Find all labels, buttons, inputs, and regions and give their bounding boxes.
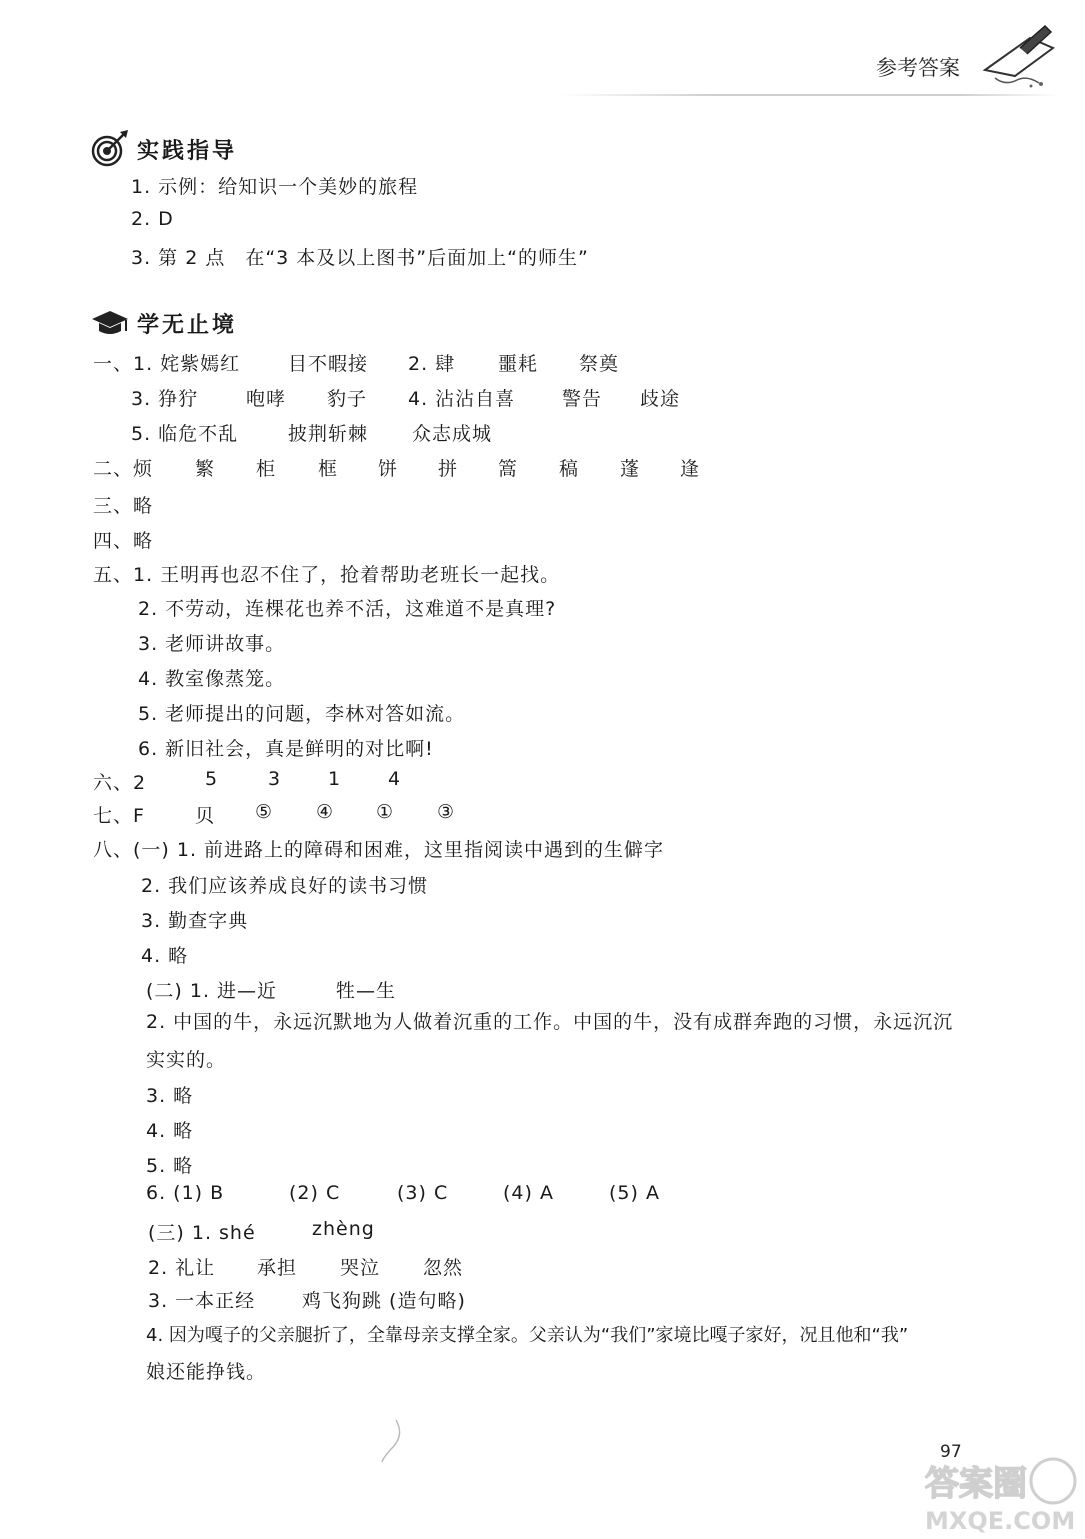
answer-item: 4 [388, 768, 402, 790]
answer-line: 三、略 [93, 495, 154, 517]
answer-item: 拼 [438, 458, 459, 480]
section-title-practice: 实践指导 [137, 139, 238, 164]
answer-item: zhèng [312, 1218, 375, 1240]
answer-line: 4. 略 [146, 1120, 194, 1142]
answer-item: 贝 [195, 805, 216, 827]
watermark-url: MXQE.COM [925, 1507, 1076, 1535]
answer-item: 承担 [257, 1257, 298, 1279]
answer-item: (4) A [503, 1182, 554, 1204]
answer-item: 噩耗 [498, 353, 539, 375]
answer-item: 繁 [195, 458, 216, 480]
answer-line: 1. 示例：给知识一个美妙的旅程 [131, 176, 419, 198]
answer-item: 1 [328, 768, 342, 790]
answer-line: 3. 略 [146, 1085, 194, 1107]
answer-line: 2. 不劳动，连棵花也养不活，这难道不是真理? [138, 598, 557, 620]
answer-item: 2. 肆 [408, 353, 456, 375]
answer-item: 一、1. 姹紫嫣红 [93, 353, 241, 375]
answer-line: 2. 我们应该养成良好的读书习惯 [141, 875, 429, 897]
answer-item: (3) C [397, 1182, 449, 1204]
answer-item: ④ [316, 801, 335, 823]
answer-item: 祭奠 [579, 353, 620, 375]
answer-item: 二、烦 [93, 458, 154, 480]
answer-item: 6. (1) B [146, 1182, 225, 1204]
answer-item: 5. 临危不乱 [131, 423, 239, 445]
answer-item: ③ [437, 801, 456, 823]
answer-item: 稿 [559, 458, 580, 480]
page-number: 97 [940, 1442, 962, 1462]
answer-item: 目不暇接 [288, 353, 369, 375]
answer-item: 哭泣 [340, 1257, 381, 1279]
answer-line: 6. 新旧社会，真是鲜明的对比啊! [138, 738, 434, 760]
answer-line: 4. 因为嘎子的父亲腿折了，全靠母亲支撑全家。父亲认为“我们”家境比嘎子家好，况且他和“我” [146, 1325, 909, 1346]
answer-item: 逢 [680, 458, 701, 480]
watermark-text: 答案圈 [925, 1464, 1027, 1504]
answer-item: 众志成城 [412, 423, 493, 445]
answer-item: 2. 礼让 [148, 1257, 216, 1279]
answer-item: 豹子 [327, 388, 368, 410]
header-rule [560, 94, 1060, 96]
answer-line: 3. 老师讲故事。 [138, 633, 286, 655]
answer-item: ① [376, 801, 395, 823]
answer-item: 4. 沾沾自喜 [408, 388, 516, 410]
answer-item: ⑤ [255, 801, 274, 823]
answer-line: 3. 勤查字典 [141, 910, 249, 932]
watermark-logo [905, 1455, 1080, 1539]
scribble-mark [378, 1416, 408, 1470]
answer-item: (2) C [289, 1182, 341, 1204]
answer-line: 5. 老师提出的问题，李林对答如流。 [138, 703, 466, 725]
answer-item: 咆哮 [246, 388, 287, 410]
answer-item: 警告 [562, 388, 603, 410]
answer-line: 2. D [131, 208, 174, 230]
answer-line: 5. 略 [146, 1155, 194, 1177]
answer-item: 柜 [256, 458, 277, 480]
answer-item: (5) A [609, 1182, 660, 1204]
answer-item: 篙 [498, 458, 519, 480]
answer-line: 娘还能挣钱。 [146, 1361, 267, 1383]
answer-line: 五、1. 王明再也忍不住了，抢着帮助老班长一起找。 [93, 564, 561, 586]
answer-item: 鸡飞狗跳 (造句略) [302, 1290, 466, 1312]
answer-item: 3 [268, 768, 282, 790]
answer-item: 忽然 [423, 1257, 464, 1279]
answer-item: (二) 1. 进—近 [146, 980, 278, 1002]
answer-line: 八、(一) 1. 前进路上的障碍和困难，这里指阅读中遇到的生僻字 [93, 839, 665, 861]
answer-item: 5 [205, 768, 219, 790]
answer-line: 4. 略 [141, 945, 189, 967]
answer-item: 披荆斩棘 [288, 423, 369, 445]
pen-book-icon [975, 18, 1065, 94]
answer-item: 饼 [378, 458, 399, 480]
answer-item: 六、2 [93, 772, 147, 794]
answer-item: 3. 一本正经 [148, 1290, 256, 1312]
answer-item: 牲—生 [336, 980, 397, 1002]
answer-line: 实实的。 [146, 1049, 227, 1071]
graduation-cap-icon [90, 307, 130, 343]
answer-line: 2. 中国的牛，永远沉默地为人做着沉重的工作。中国的牛，没有成群奔跑的习惯，永远沉沉 [146, 1011, 954, 1033]
target-icon [90, 128, 130, 172]
answer-line: 4. 教室像蒸笼。 [138, 668, 286, 690]
answer-item: 歧途 [640, 388, 681, 410]
answer-item: 蓬 [620, 458, 641, 480]
answer-item: 七、F [93, 805, 145, 827]
section-title-study: 学无止境 [137, 313, 238, 338]
answer-line: 3. 第 2 点 在“3 本及以上图书”后面加上“的师生” [131, 247, 589, 269]
answer-item: 3. 狰狞 [131, 388, 199, 410]
answer-line: 四、略 [93, 530, 154, 552]
header-title: 参考答案 [876, 56, 960, 80]
answer-item: 框 [318, 458, 339, 480]
answer-item: (三) 1. shé [148, 1222, 256, 1244]
